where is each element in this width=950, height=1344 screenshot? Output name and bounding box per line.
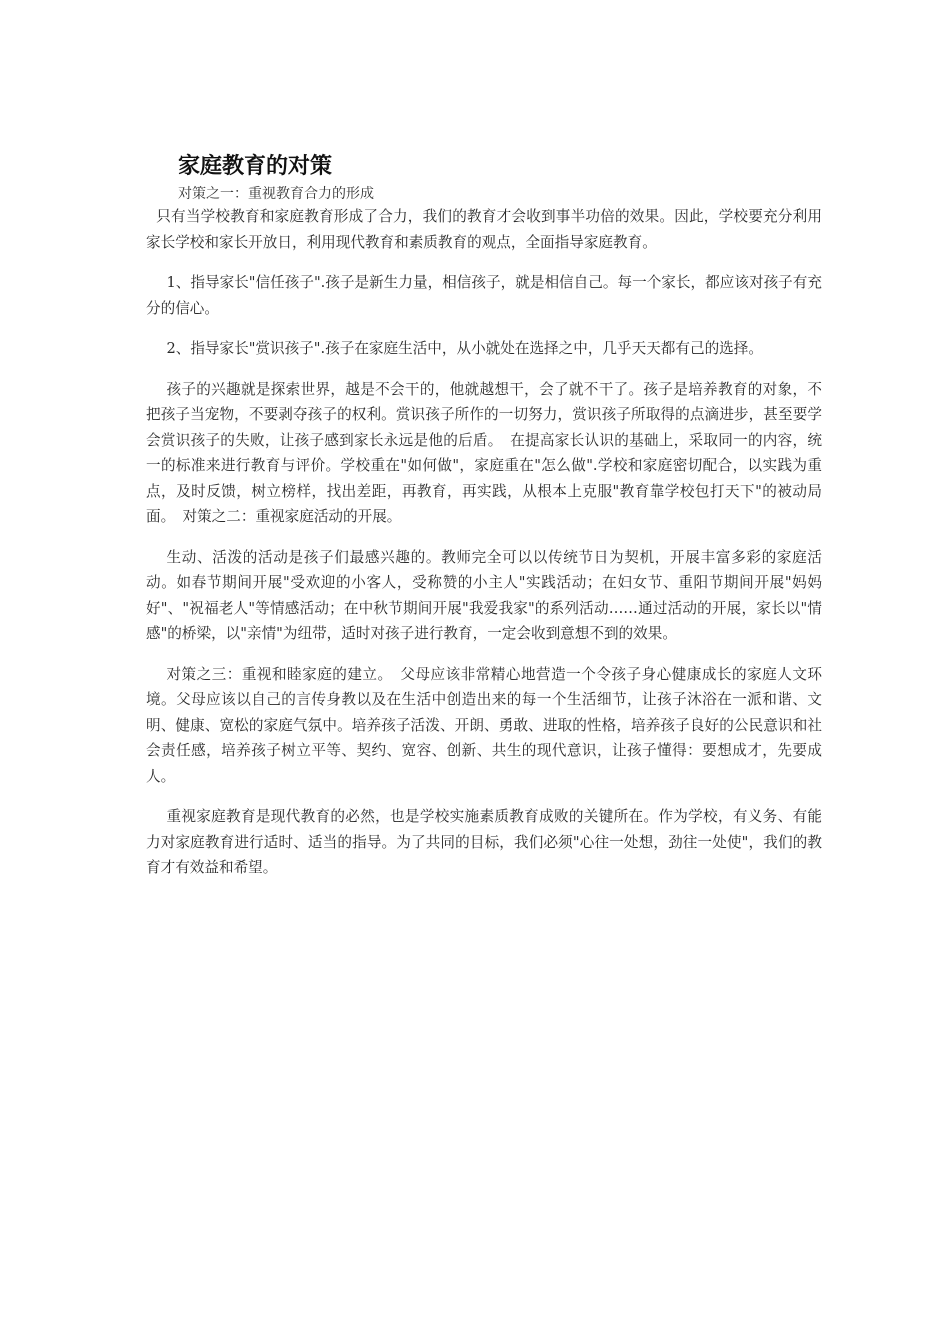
paragraph-harmonious-family: 对策之三：重视和睦家庭的建立。 父母应该非常精心地营造一个令孩子身心健康成长的家庭人文环境。父母应该以自己的言传身教以及在生活中创造出来的每一个生活细节，让孩子沐浴在一派和谐、文明、健康、宽松的家庭气氛中。培养孩子活泼、开朗、勇敢、进取的性格，培养孩子良好的公民意识和社会责任感，培养孩子树立平等、契约、宽容、创新、共生的现代意识，让孩子懂得：要想成才，先要成人。 [146,665,822,785]
paragraph-intro: 只有当学校教育和家庭教育形成了合力，我们的教育才会收到事半功倍的效果。因此，学校要充分利用家长学校和家长开放日，利用现代教育和素质教育的观点，全面指导家庭教育。 [146,208,822,251]
document-page [146,150,822,896]
document-title: 家庭教育的对策 [178,154,333,179]
section-subheading: 对策之一：重视教育合力的形成 [178,186,374,202]
paragraph-trust-child: 1、指导家长"信任孩子".孩子是新生力量，相信孩子，就是相信自己。每一个家长，都应该对孩子有充分的信心。 [146,274,822,317]
paragraph-family-activities: 生动、活泼的活动是孩子们最感兴趣的。教师完全可以以传统节日为契机，开展丰富多彩的家庭活动。如春节期间开展"受欢迎的小客人，受称赞的小主人"实践活动；在妇女节、重阳节期间开展"妈妈好"、"祝福老人"等情感活动；在中秋节期间开展"我爱我家"的系列活动……通过活动的开展，家长以"情感"的桥梁，以"亲情"为纽带，适时对孩子进行教育，一定会收到意想不到的效果。 [146,548,822,642]
paragraph-conclusion: 重视家庭教育是现代教育的必然，也是学校实施素质教育成败的关键所在。作为学校，有义务、有能力对家庭教育进行适时、适当的指导。为了共同的目标，我们必须"心往一处想，劲往一处使"，我们的教育才有效益和希望。 [146,808,822,876]
paragraph-appreciate-child: 2、指导家长"赏识孩子".孩子在家庭生活中，从小就处在选择之中，几乎天天都有己的选择。 [166,340,763,357]
paragraph-child-interest: 孩子的兴趣就是探索世界，越是不会干的，他就越想干，会了就不干了。孩子是培养教育的对象，不把孩子当宠物，不要剥夺孩子的权利。赏识孩子所作的一切努力，赏识孩子所取得的点滴进步，甚至要学会赏识孩子的失败，让孩子感到家长永远是他的后盾。 在提高家长认识的基础上，采取同一的内容，统一的标准来进行教育与评价。学校重在"如何做"，家庭重在"怎么做".学校和家庭密切配合，以实践为重点，及时反馈，树立榜样，找出差距，再教育，再实践，从根本上克服"教育靠学校包打天下"的被动局面。 对策之二：重视家庭活动的开展。 [146,380,822,525]
